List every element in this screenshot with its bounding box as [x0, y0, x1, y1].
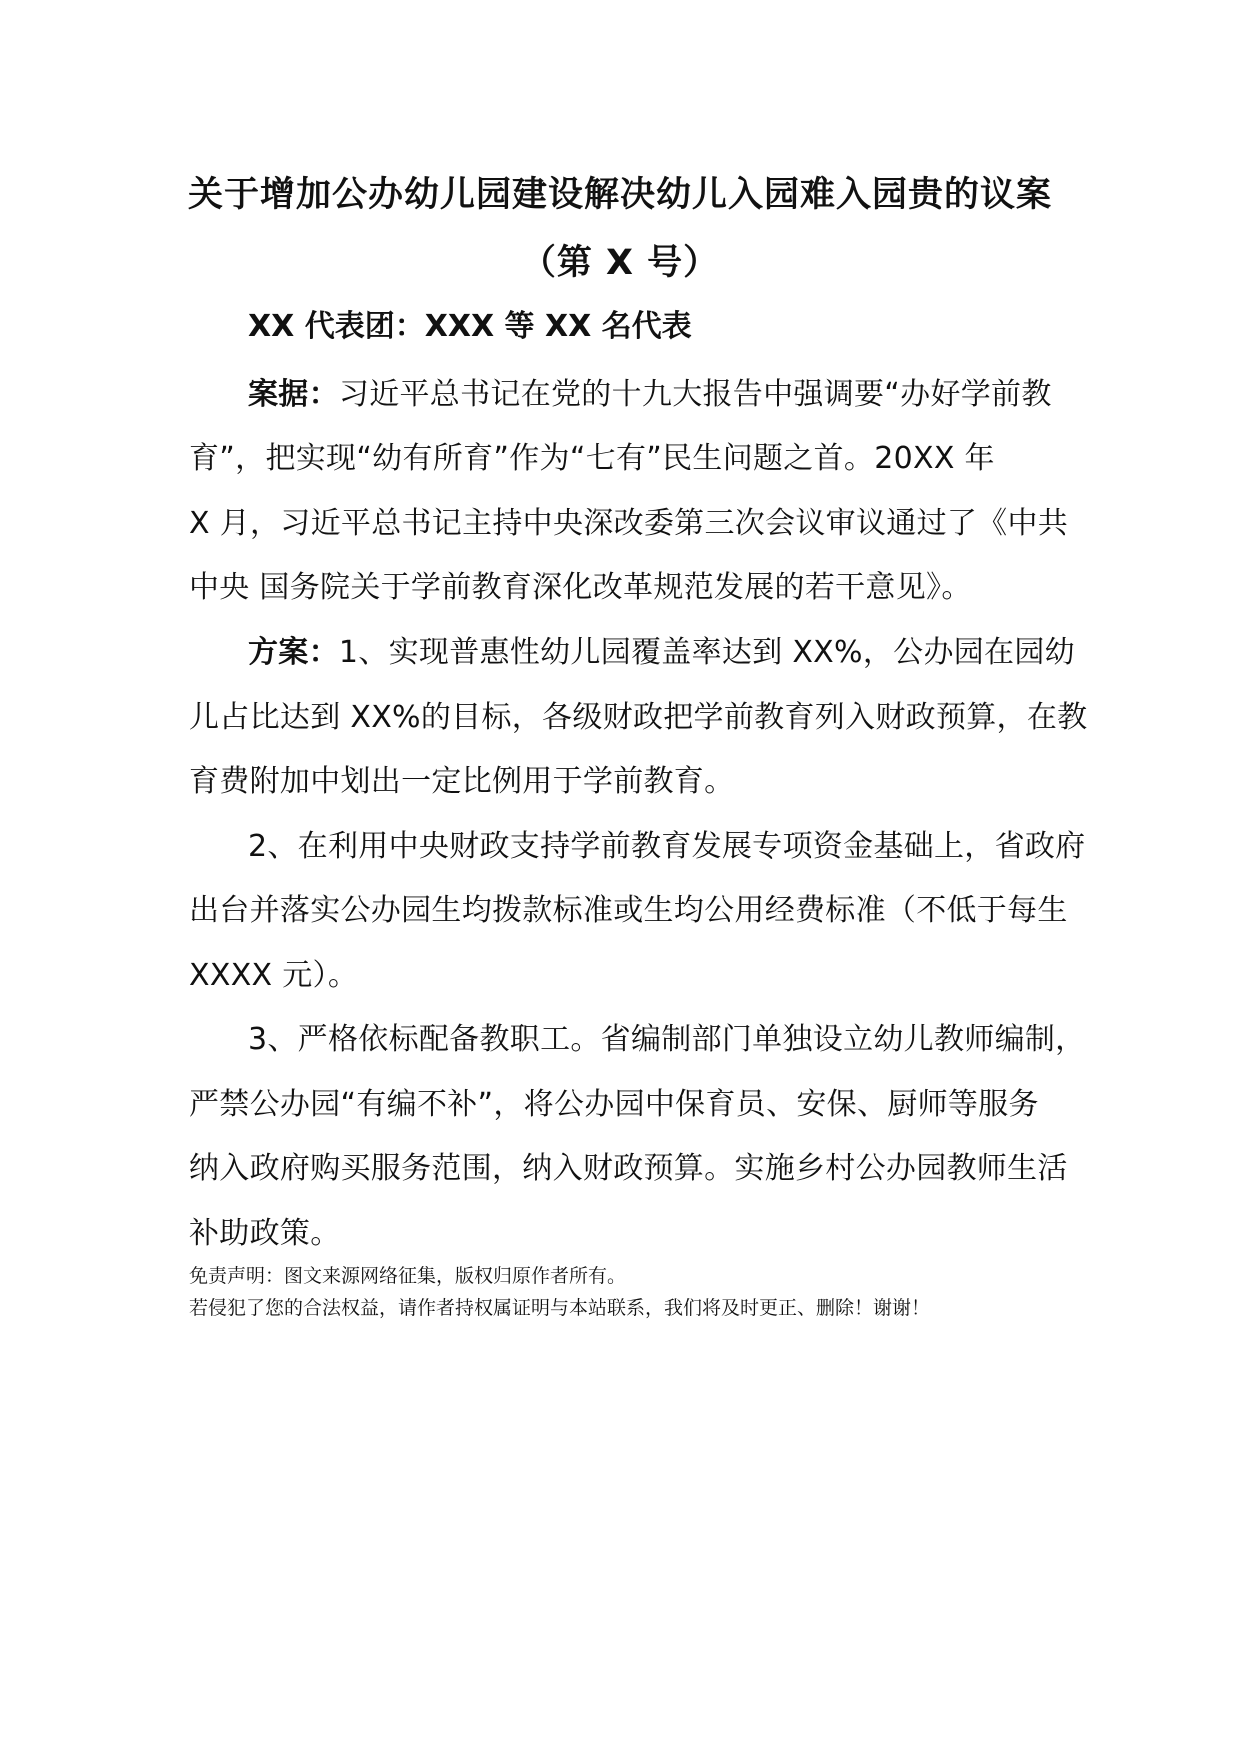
plan-line-3: 育费附加中划出一定比例用于学前教育。 — [189, 764, 735, 799]
document-number: （第 X 号） — [520, 243, 720, 283]
plan-line-1 — [248, 631, 1075, 675]
proposer-line: XX 代表团：XXX 等 XX 名代表 — [248, 309, 692, 344]
plan-item3-line-3: 纳入政府购买服务范围，纳入财政预算。实施乡村公办园教师生活 — [189, 1151, 1068, 1186]
basis-label: 案据： — [248, 377, 339, 412]
plan-item2-line-3: XXXX 元）。 — [189, 958, 359, 993]
basis-line-2: 育”，把实现“幼有所育”作为“七有”民生问题之首。20XX 年 — [189, 441, 995, 476]
plan-item3-line-4: 补助政策。 — [189, 1216, 341, 1251]
plan-label: 方案： — [248, 635, 339, 670]
basis-line-4: 中央 国务院关于学前教育深化改革规范发展的若干意见》。 — [189, 570, 972, 605]
basis-text: 习近平总书记在党的十九大报告中强调要“办好学前教 — [338, 377, 1052, 412]
plan-item3-line-1: 3、严格依标配备教职工。省编制部门单独设立幼儿教师编制， — [248, 1022, 1086, 1057]
disclaimer-line-2: 若侵犯了您的合法权益，请作者持权属证明与本站联系，我们将及时更正、删除！谢谢！ — [189, 1297, 931, 1319]
basis-line-3: X 月，习近平总书记主持中央深改委第三次会议审议通过了《中共 — [189, 506, 1069, 541]
plan-item2-line-1: 2、在利用中央财政支持学前教育发展专项资金基础上，省政府 — [248, 829, 1086, 864]
disclaimer-line-1: 免责声明：图文来源网络征集，版权归原作者所有。 — [189, 1265, 627, 1287]
plan-text: 1、实现普惠性幼儿园覆盖率达到 XX%，公办园在园幼 — [338, 635, 1075, 670]
plan-item3-line-2: 严禁公办园“有编不补”，将公办园中保育员、安保、厨师等服务 — [189, 1087, 1039, 1122]
plan-line-2: 儿占比达到 XX%的目标，各级财政把学前教育列入财政预算，在教 — [189, 700, 1088, 735]
document-title: 关于增加公办幼儿园建设解决幼儿入园难入园贵的议案 — [187, 175, 1052, 215]
plan-item2-line-2: 出台并落实公办园生均拨款标准或生均公用经费标准（不低于每生 — [189, 893, 1068, 928]
basis-line-1 — [248, 373, 1059, 417]
